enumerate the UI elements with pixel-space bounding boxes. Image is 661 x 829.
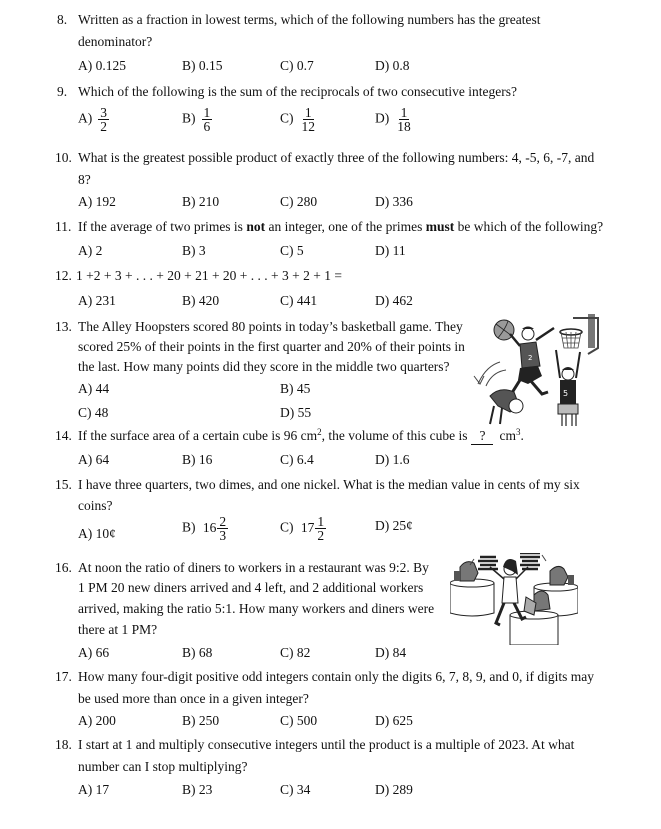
choice-c[interactable]: C) 6.4 [280,452,314,467]
question-text: I have three quarters, two dimes, and one nickel. What is the median value in cents of my six [78,477,580,492]
choice-d[interactable]: D) 11 [375,243,406,258]
denominator: 3 [219,528,227,543]
whole-number: 16 [202,519,217,535]
fraction [300,106,318,133]
choice-a[interactable]: A) 200 [78,713,116,728]
numerator: 1 [304,105,312,120]
choice-b[interactable]: B) 23 [182,782,213,797]
question-text: arrived, making the ratio 5:1. How many workers and diners were [78,601,435,616]
choice-d[interactable]: D) 625 [375,713,413,728]
question-number: 8. [57,12,68,27]
choice-b[interactable]: B) 3 [182,243,206,258]
choice-d[interactable]: D) 462 [375,293,413,308]
question-text: coins? [78,498,113,513]
choice-d[interactable]: D) 84 [375,645,407,660]
choice-a[interactable]: A) 0.125 [78,58,126,73]
question-text: 1 +2 + 3 + . . . + 20 + 21 + 20 + . . . + 3 + 2 + 1 = [76,268,342,283]
answer-blank: ? [471,428,493,445]
choice-d[interactable]: D) 0.8 [375,58,410,73]
denominator: 12 [301,119,315,134]
choice-label: B) [182,110,196,126]
question-text: If the surface area of a certain cube is 96 $cm^2$, the volume of this cube is ? $cm^3$. [78,427,524,443]
fraction [395,106,413,133]
question-number: 14. [55,428,72,443]
choice-b[interactable]: B) 45 [280,381,311,396]
choice-a[interactable]: A) 64 [78,452,110,467]
question-number: 13. [55,319,72,334]
numerator: 3 [100,105,107,120]
question-text: The Alley Hoopsters scored 80 points in today’s basketball game. They [78,319,463,334]
choice-label: D) [375,110,390,126]
choice-d[interactable]: D) 55 [280,405,312,420]
question-text: scored 25% of their points in the first quarter and 20% of their points in [78,339,465,354]
question-number: 15. [55,477,72,492]
question-text: At noon the ratio of diners to workers in a restaurant was 9:2. By [78,560,429,575]
choice-b[interactable]: B) 68 [182,645,213,660]
svg-text:2: 2 [528,354,533,362]
denominator: 6 [203,119,211,134]
question-number: 9. [57,84,68,99]
choice-c[interactable]: C) 280 [280,194,318,209]
question-number: 11. [55,219,72,234]
question-text: Written as a fraction in lowest terms, which of the following numbers has the greatest [78,12,541,27]
denominator: 18 [397,119,411,134]
choice-a[interactable]: A) 10¢ [78,526,116,541]
choice-c[interactable] [280,106,317,133]
numerator: 2 [219,514,227,529]
choice-d[interactable]: D) 1.6 [375,452,410,467]
choice-b[interactable] [182,515,228,542]
question-text: be used more than once in a given integer? [78,691,309,706]
question-number: 16. [55,560,72,575]
choice-b[interactable]: B) 420 [182,293,220,308]
numerator: 1 [203,105,211,120]
question-number: 12. [55,268,72,283]
fraction [202,106,213,133]
restaurant-waiter-illustration [450,553,578,645]
choice-c[interactable]: C) 5 [280,243,304,258]
choice-a[interactable]: A) 231 [78,293,116,308]
numerator: 1 [317,514,325,529]
choice-c[interactable]: C) 500 [280,713,318,728]
choice-label: B) [182,519,196,535]
choice-a[interactable]: A) 2 [78,243,103,258]
choice-c[interactable] [280,515,326,542]
choice-b[interactable]: B) 0.15 [182,58,223,73]
choice-c[interactable]: C) 48 [78,405,109,420]
emphasis-must: must [425,219,455,234]
choice-d[interactable]: D) 25¢ [375,518,413,533]
choice-b[interactable]: B) 250 [182,713,220,728]
fraction [315,515,326,542]
question-text: If the average of two primes is not an integer, one of the primes must be which of the following? [78,219,604,234]
choice-d[interactable]: D) 289 [375,782,413,797]
emphasis-not: not [246,219,266,234]
basketball-players-illustration [470,314,610,426]
question-text: the last. How many points did they score in the middle two quarters? [78,359,450,374]
question-text: What is the greatest possible product of exactly three of the following numbers: 4, -5, 6, -7, and [78,150,595,165]
choice-label: C) [280,110,294,126]
choice-d[interactable] [375,106,413,133]
denominator: 2 [100,119,107,134]
choice-b[interactable] [182,106,212,133]
question-text: there at 1 PM? [78,622,158,637]
choice-b[interactable]: B) 210 [182,194,220,209]
question-text: number can I stop multiplying? [78,759,248,774]
choice-a[interactable]: A) 44 [78,381,110,396]
choice-a[interactable] [78,106,109,133]
choice-d[interactable]: D) 336 [375,194,413,209]
question-number: 18. [55,737,72,752]
question-text: I start at 1 and multiply consecutive integers until the product is a multiple of 2023. At what [78,737,575,752]
choice-label: C) [280,519,294,535]
choice-c[interactable]: C) 34 [280,782,311,797]
question-number: 10. [55,150,72,165]
choice-c[interactable]: C) 441 [280,293,318,308]
choice-label: A) [78,110,93,126]
question-text: 1 PM 20 new diners arrived and 4 left, and 2 additional workers [78,580,424,595]
choice-a[interactable]: A) 17 [78,782,110,797]
question-text: denominator? [78,34,153,49]
svg-text:5: 5 [563,389,569,398]
question-text: How many four-digit positive odd integers contain only the digits 6, 7, 8, 9, and 0, if digits may [78,669,595,684]
question-text: Which of the following is the sum of the reciprocals of two consecutive integers? [78,84,517,99]
fraction [98,106,109,133]
choice-a[interactable]: A) 66 [78,645,110,660]
choice-a[interactable]: A) 192 [78,194,116,209]
whole-number: 17 [300,519,315,535]
numerator: 1 [400,105,408,120]
denominator: 2 [317,528,325,543]
question-number: 17. [55,669,72,684]
fraction [217,515,228,542]
choice-c[interactable]: C) 0.7 [280,58,314,73]
choice-b[interactable]: B) 16 [182,452,213,467]
question-text: 8? [78,172,91,187]
choice-c[interactable]: C) 82 [280,645,311,660]
